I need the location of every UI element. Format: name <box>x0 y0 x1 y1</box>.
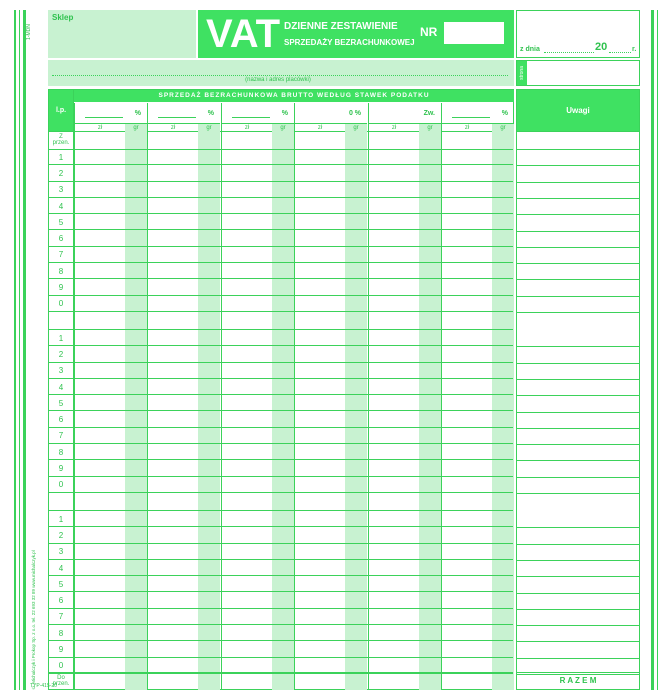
table-row[interactable] <box>49 296 513 312</box>
carry-in-line2: przen. <box>52 140 70 146</box>
row-number: 1 <box>58 333 64 343</box>
left-margin-stripe-2 <box>19 10 20 690</box>
row-number: 6 <box>58 234 64 244</box>
unit-zl-4: zł <box>368 124 419 131</box>
row-number: 0 <box>58 480 64 490</box>
rate-value-field-1[interactable] <box>158 117 196 118</box>
rate-header-5 <box>441 103 514 124</box>
shop-box <box>48 10 196 58</box>
row-number: 6 <box>58 415 64 425</box>
unit-zl-2: zł <box>221 124 272 131</box>
row-number: 3 <box>58 547 64 557</box>
table-row[interactable] <box>49 279 513 295</box>
table-row[interactable] <box>49 593 513 609</box>
sales-table <box>48 89 514 690</box>
rate-label-2: % <box>281 110 288 117</box>
date-prefix: z dnia <box>520 46 540 53</box>
row-number: 2 <box>58 168 64 178</box>
left-margin-stripe-1 <box>14 10 16 690</box>
table-row[interactable] <box>49 247 513 263</box>
lp-header: l.p. <box>49 90 73 131</box>
left-margin-stripe-3 <box>23 10 26 690</box>
unit-gr-0: gr <box>125 124 147 131</box>
table-row[interactable] <box>49 395 513 411</box>
form-code-bottom: TYP-415-20 <box>30 683 57 689</box>
table-row[interactable] <box>49 609 513 625</box>
row-number: 9 <box>58 645 64 655</box>
table-row[interactable] <box>49 182 513 198</box>
table-row[interactable] <box>49 527 513 543</box>
unit-zl-0: zł <box>74 124 125 131</box>
row-number: 7 <box>58 431 64 441</box>
vat-title: VAT <box>206 12 281 56</box>
title-line2: SPRZEDAŻY BEZRACHUNKOWEJ <box>284 38 415 47</box>
carry-in-label <box>49 131 73 149</box>
page-label-strip <box>517 61 527 85</box>
table-row[interactable] <box>49 379 513 395</box>
form-code-top: 1-MDN <box>26 24 32 40</box>
rate-value-field-5[interactable] <box>452 117 490 118</box>
section-header: SPRZEDAŻ BEZRACHUNKOWA BRUTTO WEDŁUG STAWEK PODATKU <box>74 90 514 102</box>
row-number: 3 <box>58 366 64 376</box>
table-row[interactable] <box>49 477 513 493</box>
rate-header-0 <box>74 103 147 124</box>
unit-gr-2: gr <box>272 124 294 131</box>
row-number: 5 <box>58 579 64 589</box>
table-row[interactable] <box>49 641 513 657</box>
row-number: 8 <box>58 628 64 638</box>
table-row[interactable] <box>49 165 513 181</box>
subtotal-row[interactable] <box>49 312 513 330</box>
table-row[interactable] <box>49 263 513 279</box>
year-prefix: 20 <box>595 41 608 53</box>
remarks-header: Uwagi <box>517 90 639 131</box>
unit-gr-5: gr <box>492 124 514 131</box>
rate-value-field-0[interactable] <box>85 117 123 118</box>
rate-value-field-2[interactable] <box>232 117 270 118</box>
row-number: 9 <box>58 283 64 293</box>
subtotal-row[interactable] <box>49 493 513 511</box>
rate-label-3: 0 % <box>348 110 361 117</box>
rate-label-1: % <box>207 110 214 117</box>
carry-out-line <box>49 672 513 673</box>
table-row[interactable] <box>49 576 513 592</box>
table-row[interactable] <box>49 198 513 214</box>
row-number: 7 <box>58 612 64 622</box>
row-number: 1 <box>58 152 64 162</box>
row-number: 3 <box>58 185 64 195</box>
table-row[interactable] <box>49 231 513 247</box>
unit-gr-4: gr <box>419 124 441 131</box>
table-row[interactable] <box>49 625 513 641</box>
rate-header-4 <box>368 103 441 124</box>
rate-label-5: % <box>501 110 508 117</box>
address-box <box>48 60 514 86</box>
row-number: 8 <box>58 266 64 276</box>
date-box <box>516 10 640 58</box>
right-margin-stripe-2 <box>657 10 658 690</box>
total-label: R A Z E M <box>559 676 597 685</box>
rate-header-1 <box>147 103 220 124</box>
remarks-field[interactable] <box>517 132 639 672</box>
row-number: 5 <box>58 398 64 408</box>
row-number: 5 <box>58 217 64 227</box>
year-field[interactable] <box>609 49 631 53</box>
page-box[interactable] <box>516 60 640 86</box>
carry-out-line1: Do <box>57 675 65 681</box>
table-row[interactable] <box>49 330 513 346</box>
page-label: strona <box>518 66 525 80</box>
table-row[interactable] <box>49 560 513 576</box>
rate-label-0: % <box>134 110 141 117</box>
nr-label: NR <box>420 25 438 39</box>
rate-header-2 <box>221 103 294 124</box>
unit-zl-5: zł <box>441 124 492 131</box>
table-row[interactable] <box>49 460 513 476</box>
row-number: 2 <box>58 349 64 359</box>
shop-label: Sklep <box>52 13 74 22</box>
table-row[interactable] <box>49 511 513 527</box>
rate-header-3 <box>294 103 367 124</box>
carry-out-label <box>49 672 73 690</box>
unit-gr-1: gr <box>198 124 220 131</box>
table-row[interactable] <box>49 363 513 379</box>
row-number: 4 <box>58 563 64 573</box>
address-caption: (nazwa i adres placówki) <box>218 77 338 83</box>
table-row[interactable] <box>49 149 513 165</box>
row-number: 2 <box>58 530 64 540</box>
title-block <box>198 10 514 58</box>
right-margin-stripe-1 <box>651 10 654 690</box>
unit-zl-3: zł <box>294 124 345 131</box>
carry-in-line1: Z <box>59 134 63 140</box>
address-field[interactable] <box>52 75 508 76</box>
table-row[interactable] <box>49 544 513 560</box>
row-number: 4 <box>58 382 64 392</box>
rate-label-4: Zw. <box>423 110 435 117</box>
row-number: 8 <box>58 447 64 457</box>
row-number: 6 <box>58 596 64 606</box>
unit-zl-1: zł <box>147 124 198 131</box>
table-row[interactable] <box>49 214 513 230</box>
table-row[interactable] <box>49 428 513 444</box>
row-number: 0 <box>58 299 64 309</box>
nr-field[interactable] <box>444 22 504 44</box>
table-row[interactable] <box>49 412 513 428</box>
table-row[interactable] <box>49 444 513 460</box>
table-row[interactable] <box>49 346 513 362</box>
row-number: 0 <box>58 661 64 671</box>
row-number: 4 <box>58 201 64 211</box>
carry-out-line2: przen. <box>52 681 70 687</box>
title-line1: DZIENNE ZESTAWIENIE <box>284 21 398 32</box>
unit-gr-3: gr <box>345 124 367 131</box>
row-number: 7 <box>58 250 64 260</box>
row-number: 1 <box>58 514 64 524</box>
date-field[interactable] <box>544 49 594 53</box>
publisher-text: © Michalczyk i Prokop Sp. z o.o. tel. 22 693 32 89 www.michalczyk.pl <box>31 550 36 690</box>
row-number: 9 <box>58 464 64 474</box>
year-suffix: r. <box>632 46 637 53</box>
remarks-column <box>516 89 640 690</box>
